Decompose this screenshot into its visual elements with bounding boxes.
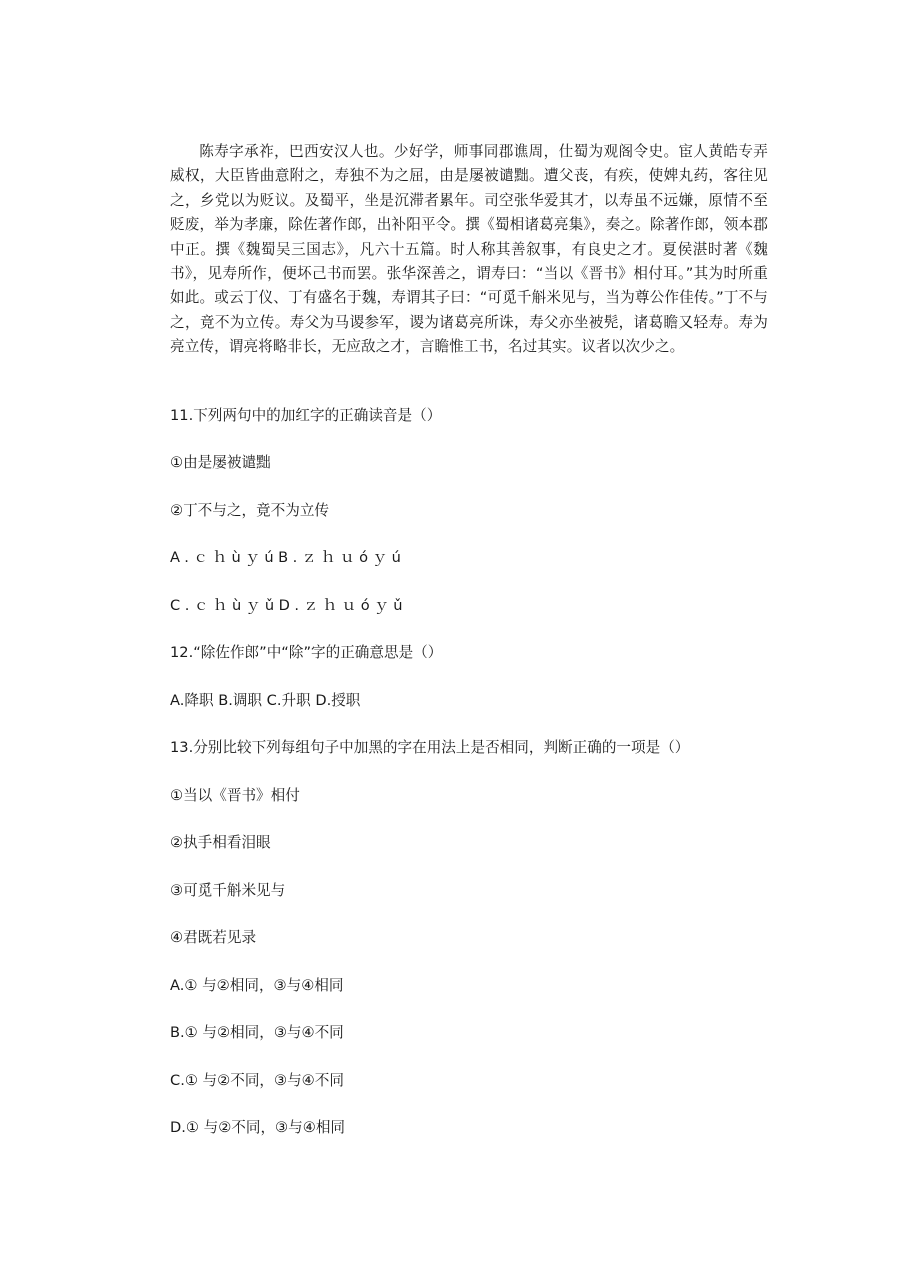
question-13-stem: 13.分别比较下列每组句子中加黑的字在用法上是否相同，判断正确的一项是（） (170, 739, 690, 756)
question-11-options-cd: C.ｃｈùｙǔD.ｚｈｕóｙǔ (170, 597, 408, 614)
question-13-sentence-1: ①当以《晋书》相付 (170, 787, 300, 804)
question-11-sentence-2: ②丁不与之，竟不为立传 (170, 502, 330, 519)
question-13-sentence-3: ③可觅千斛米见与 (170, 882, 286, 899)
question-13-option-a: A.① 与②相同，③与④相同 (170, 977, 344, 994)
question-11-options-ab: A.ｃｈùｙúB.ｚｈｕóｙú (170, 549, 406, 566)
question-11-stem: 11.下列两句中的加红字的正确读音是（） (170, 407, 442, 424)
question-12-options: A.降职 B.调职 C.升职 D.授职 (170, 692, 361, 709)
passage-text: 陈寿字承祚，巴西安汉人也。少好学，师事同郡谯周，仕蜀为观阁令史。宦人黄皓专弄威权，大臣皆曲意附之，寿独不为之屈，由是屡被谴黜。遭父丧，有疾，使婢丸药，客往见之，乡党以为贬议。及蜀平，坐是沉滞者累年。司空张华爱其才，以寿虽不远嫌，原情不至贬废，举为孝廉，除佐著作郎，出补阳平令。撰《蜀相诸葛亮集》，奏之。除著作郎，领本郡中正。撰《魏蜀吴三国志》，凡六十五篇。时人称其善叙事，有良史之才。夏侯湛时著《魏书》，见寿所作，便坏己书而罢。张华深善之，谓寿曰：“当以《晋书》相付耳。”其为时所重如此。或云丁仪、丁有盛名于魏，寿谓其子曰：“可觅千斛米见与，当为尊公作佳传。”丁不与之，竟不为立传。寿父为马谡参军，谡为诸葛亮所诛，寿父亦坐被髡，诸葛瞻又轻寿。寿为亮立传，谓亮将略非长，无应敌之才，言瞻惟工书，名过其实。议者以次少之。 (170, 143, 768, 356)
question-13-option-b: B.① 与②相同，③与④不同 (170, 1024, 344, 1041)
question-11-sentence-1: ①由是屡被谴黜 (170, 454, 271, 471)
question-12-stem: 12.“除佐作郎”中“除”字的正确意思是（） (170, 644, 443, 661)
question-13-sentence-4: ④君既若见录 (170, 929, 257, 946)
question-13-sentence-2: ②执手相看泪眼 (170, 834, 271, 851)
question-13-option-c: C.① 与②不同，③与④不同 (170, 1072, 344, 1089)
question-13-option-d: D.① 与②不同，③与④相同 (170, 1119, 346, 1136)
